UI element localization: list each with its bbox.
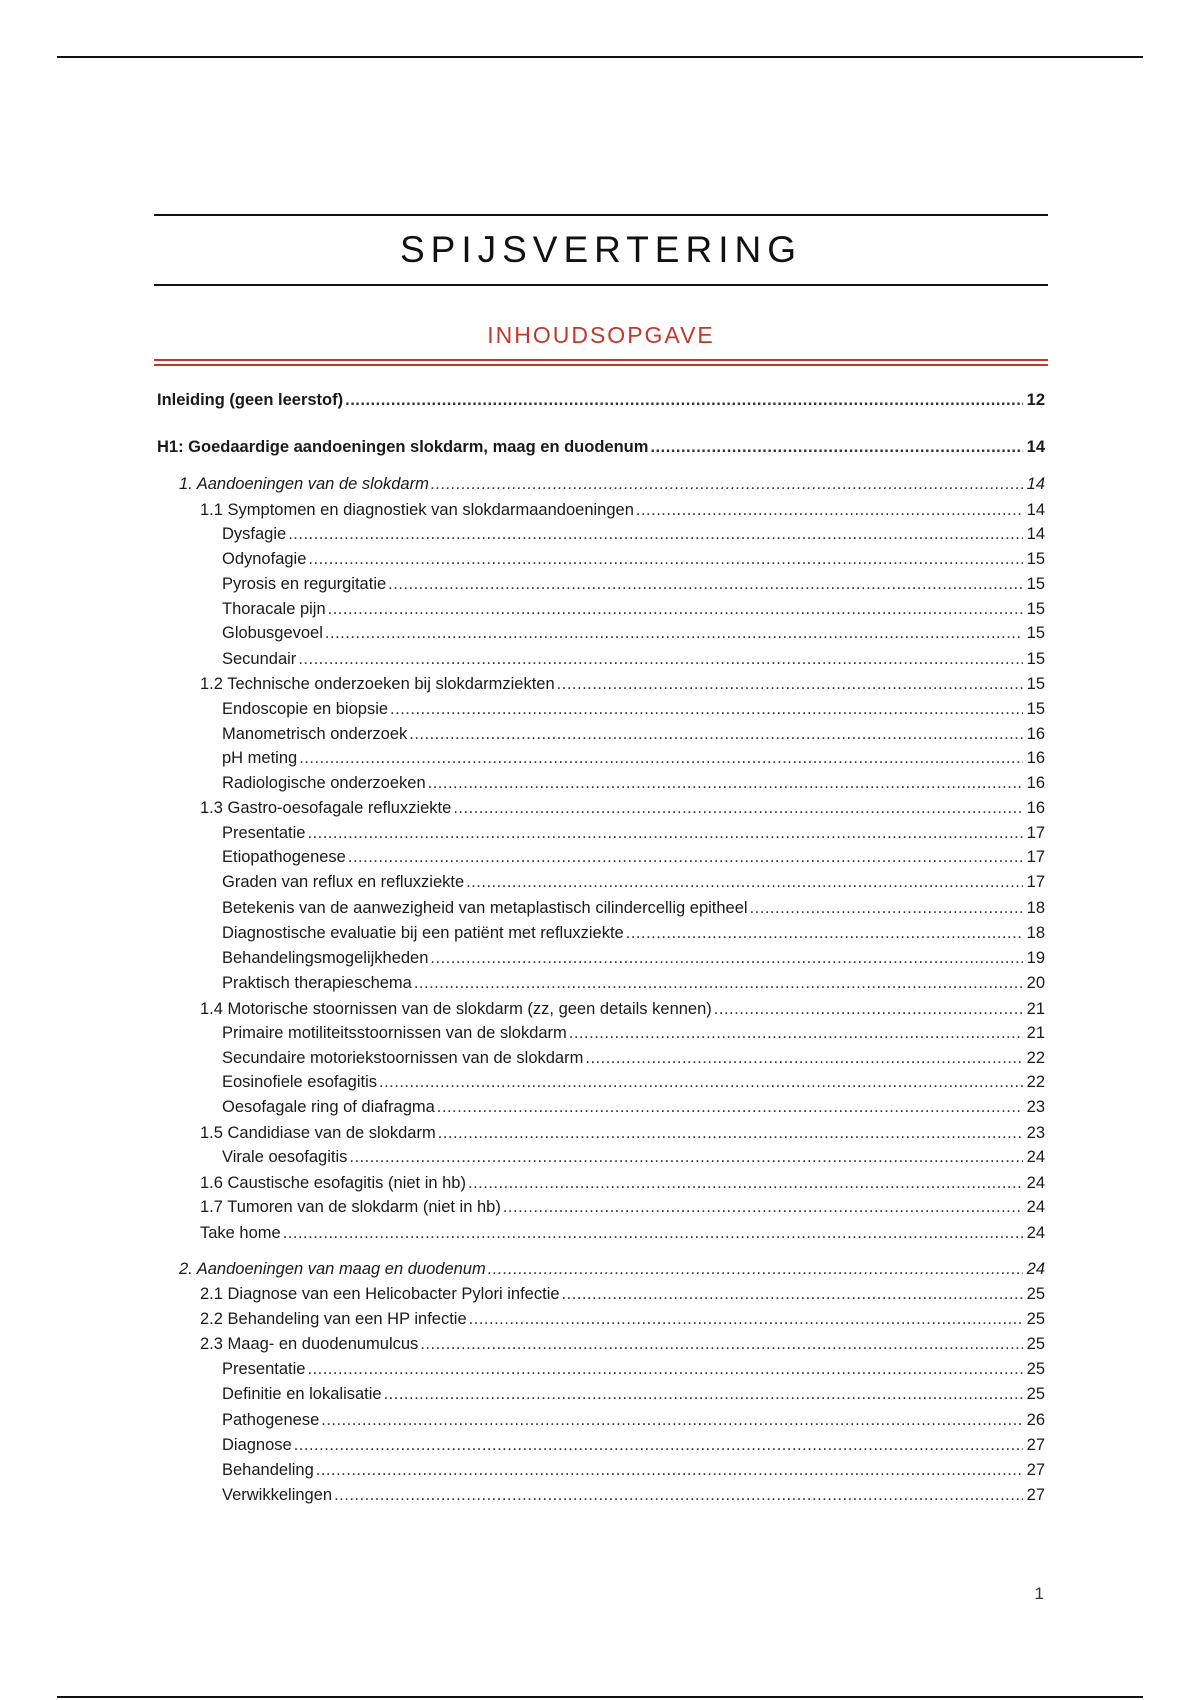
toc-entry-page: 24 <box>1026 1174 1045 1192</box>
toc-entry-label: Behandelingsmogelijkheden <box>222 949 429 967</box>
toc-entry-label: Endoscopie en biopsie <box>222 700 389 718</box>
toc-entry[interactable] <box>157 1146 1045 1168</box>
toc-entry-page: 26 <box>1026 1411 1045 1429</box>
toc-dot-leader <box>557 673 1023 695</box>
toc-entry-label: 1.5 Candidiase van de slokdarm <box>200 1124 436 1142</box>
toc-dot-leader <box>390 698 1023 720</box>
toc-entry-label: Pyrosis en regurgitatie <box>222 575 387 593</box>
toc-entry[interactable] <box>157 389 1045 411</box>
toc-dot-leader <box>288 523 1023 545</box>
toc-entry-page: 14 <box>1026 501 1045 519</box>
toc-entry-label: Take home <box>200 1224 281 1242</box>
toc-entry-page: 16 <box>1026 749 1045 767</box>
toc-entry-page: 27 <box>1026 1436 1045 1454</box>
toc-entry-label: Betekenis van de aanwezigheid van metaplastisch cilindercellig epitheel <box>222 899 748 917</box>
toc-entry[interactable] <box>157 499 1045 521</box>
toc-entry-label: Etiopathogenese <box>222 848 346 866</box>
toc-entry-page: 23 <box>1026 1098 1045 1116</box>
toc-entry[interactable] <box>157 473 1045 495</box>
toc-entry-label: Behandeling <box>222 1461 314 1479</box>
toc-entry-label: Praktisch therapieschema <box>222 974 412 992</box>
toc-entry-label: 1.3 Gastro-oesofagale refluxziekte <box>200 799 452 817</box>
toc-entry-page: 22 <box>1026 1073 1045 1091</box>
toc-entry-label: Secundaire motoriekstoornissen van de slokdarm <box>222 1049 584 1067</box>
toc-dot-leader <box>562 1283 1023 1305</box>
toc-entry-page: 21 <box>1026 1000 1045 1018</box>
toc-entry-page: 15 <box>1026 575 1045 593</box>
title-block <box>154 214 1048 286</box>
toc-entry[interactable] <box>157 1409 1045 1431</box>
toc-entry[interactable] <box>157 698 1045 720</box>
toc-entry-page: 25 <box>1026 1385 1045 1403</box>
toc-entry-label: 1.2 Technische onderzoeken bij slokdarmziekten <box>200 675 555 693</box>
toc-dot-leader <box>468 1172 1023 1194</box>
toc-entry[interactable] <box>157 747 1045 769</box>
toc-dot-leader <box>348 846 1023 868</box>
toc-entry-page: 15 <box>1026 650 1045 668</box>
toc-dot-leader <box>328 598 1023 620</box>
toc-entry-label: 2.2 Behandeling van een HP infectie <box>200 1310 467 1328</box>
toc-dot-leader <box>714 998 1023 1020</box>
toc-entry-label: Secundair <box>222 650 297 668</box>
toc-entry-page: 19 <box>1026 949 1045 967</box>
toc-dot-leader <box>349 1146 1023 1168</box>
toc-entry-page: 25 <box>1026 1335 1045 1353</box>
toc-entry-label: Graden van reflux en refluxziekte <box>222 873 465 891</box>
toc-entry[interactable] <box>157 1383 1045 1405</box>
toc-entry[interactable] <box>157 1222 1045 1244</box>
toc-entry-label: 1.4 Motorische stoornissen van de slokdarm (zz, geen details kennen) <box>200 1000 712 1018</box>
toc-entry[interactable] <box>157 1308 1045 1330</box>
toc-entry[interactable] <box>157 548 1045 570</box>
toc-dot-leader <box>334 1484 1023 1506</box>
toc-entry-label: Presentatie <box>222 1360 306 1378</box>
toc-entry-page: 17 <box>1026 824 1045 842</box>
toc-entry-label: 1.1 Symptomen en diagnostiek van slokdarmaandoeningen <box>200 501 634 519</box>
toc-entry-page: 25 <box>1026 1310 1045 1328</box>
toc-entry[interactable] <box>157 897 1045 919</box>
toc-dot-leader <box>321 1409 1023 1431</box>
toc-dot-leader <box>437 1096 1023 1118</box>
toc-entry-page: 17 <box>1026 848 1045 866</box>
toc-entry[interactable] <box>157 1096 1045 1118</box>
toc-dot-leader <box>569 1022 1023 1044</box>
toc-entry-label: 1.6 Caustische esofagitis (niet in hb) <box>200 1174 466 1192</box>
toc-dot-leader <box>325 622 1023 644</box>
toc-dot-leader <box>626 922 1023 944</box>
toc-entry[interactable] <box>157 972 1045 994</box>
toc-entry[interactable] <box>157 871 1045 893</box>
toc-dot-leader <box>316 1459 1023 1481</box>
toc-entry[interactable] <box>157 1484 1045 1506</box>
toc-entry[interactable] <box>157 822 1045 844</box>
toc-entry-page: 27 <box>1026 1461 1045 1479</box>
toc-entry-label: 2.1 Diagnose van een Helicobacter Pylori infectie <box>200 1285 560 1303</box>
toc-dot-leader <box>283 1222 1023 1244</box>
toc-dot-leader <box>503 1196 1023 1218</box>
toc-entry-page: 14 <box>1026 525 1045 543</box>
toc-entry-label: Verwikkelingen <box>222 1486 333 1504</box>
toc-entry-page: 20 <box>1026 974 1045 992</box>
toc-entry-label: Odynofagie <box>222 550 307 568</box>
toc-entry-label: Oesofagale ring of diafragma <box>222 1098 435 1116</box>
toc-entry-page: 27 <box>1026 1486 1045 1504</box>
toc-dot-leader <box>428 772 1023 794</box>
toc-entry-page: 23 <box>1026 1124 1045 1142</box>
toc-entry-page: 15 <box>1026 600 1045 618</box>
toc-dot-leader <box>409 723 1023 745</box>
toc-dot-leader <box>469 1308 1023 1330</box>
toc-dot-leader <box>420 1333 1023 1355</box>
toc-entry-page: 17 <box>1026 873 1045 891</box>
toc-dot-leader <box>750 897 1023 919</box>
toc-entry-label: 2. Aandoeningen van maag en duodenum <box>179 1260 486 1278</box>
toc-entry-label: Diagnose <box>222 1436 292 1454</box>
toc-entry-label: Virale oesofagitis <box>222 1148 348 1166</box>
toc-entry-page: 16 <box>1026 799 1045 817</box>
toc-entry[interactable] <box>157 1459 1045 1481</box>
toc-entry[interactable] <box>157 648 1045 670</box>
toc-entry[interactable] <box>157 797 1045 819</box>
toc-dot-leader <box>298 648 1023 670</box>
toc-entry-page: 15 <box>1026 624 1045 642</box>
toc-entry-label: H1: Goedaardige aandoeningen slokdarm, maag en duodenum <box>157 438 649 456</box>
toc-entry-label: Globusgevoel <box>222 624 323 642</box>
document-title: SPIJSVERTERING <box>399 229 802 270</box>
toc-entry-page: 18 <box>1026 899 1045 917</box>
toc-entry[interactable] <box>157 1172 1045 1194</box>
toc-entry-page: 15 <box>1026 700 1045 718</box>
toc-entry[interactable] <box>157 1122 1045 1144</box>
toc-entry[interactable] <box>157 436 1045 458</box>
toc-entry[interactable] <box>157 1434 1045 1456</box>
toc-dot-leader <box>431 473 1023 495</box>
toc-dot-leader <box>585 1047 1023 1069</box>
toc-dot-leader <box>307 822 1023 844</box>
toc-entry-page: 16 <box>1026 774 1045 792</box>
toc-dot-leader <box>453 797 1023 819</box>
toc-dot-leader <box>299 747 1023 769</box>
toc-entry-page: 18 <box>1026 924 1045 942</box>
toc-heading: INHOUDSOPGAVE <box>487 322 715 348</box>
toc-dot-leader <box>307 1358 1023 1380</box>
toc-entry-label: Inleiding (geen leerstof) <box>157 391 344 409</box>
toc-entry-page: 15 <box>1026 675 1045 693</box>
toc-entry-label: 1.7 Tumoren van de slokdarm (niet in hb) <box>200 1198 501 1216</box>
toc-entry-page: 15 <box>1026 550 1045 568</box>
toc-heading-rule <box>154 359 1048 361</box>
toc-dot-leader <box>308 548 1023 570</box>
toc-entry[interactable] <box>157 673 1045 695</box>
toc-entry-label: Manometrisch onderzoek <box>222 725 408 743</box>
toc-dot-leader <box>636 499 1023 521</box>
toc-entry-page: 25 <box>1026 1285 1045 1303</box>
toc-entry-label: Definitie en lokalisatie <box>222 1385 382 1403</box>
toc-heading-rule <box>154 364 1048 366</box>
toc-entry-page: 22 <box>1026 1049 1045 1067</box>
toc-entry-page: 16 <box>1026 725 1045 743</box>
toc-dot-leader <box>294 1434 1023 1456</box>
toc-entry[interactable] <box>157 598 1045 620</box>
toc-entry-page: 14 <box>1026 438 1045 456</box>
toc-dot-leader <box>345 389 1023 411</box>
toc-entry-label: Eosinofiele esofagitis <box>222 1073 378 1091</box>
toc-dot-leader <box>488 1258 1023 1280</box>
toc-dot-leader <box>438 1122 1023 1144</box>
toc-entry[interactable] <box>157 1196 1045 1218</box>
toc-entry-page: 21 <box>1026 1024 1045 1042</box>
toc-entry[interactable] <box>157 1071 1045 1093</box>
toc-entry-page: 24 <box>1026 1260 1045 1278</box>
toc-entry[interactable] <box>157 772 1045 794</box>
page-top-rule <box>57 56 1143 58</box>
toc-dot-leader <box>466 871 1023 893</box>
page-number: 1 <box>1034 1584 1044 1603</box>
toc-entry-label: Diagnostische evaluatie bij een patiënt met refluxziekte <box>222 924 624 942</box>
toc-dot-leader <box>379 1071 1023 1093</box>
toc-entry-label: Radiologische onderzoeken <box>222 774 426 792</box>
toc-entry[interactable] <box>157 1358 1045 1380</box>
toc-entry[interactable] <box>157 998 1045 1020</box>
toc-entry-label: Presentatie <box>222 824 306 842</box>
toc-entry[interactable] <box>157 523 1045 545</box>
toc-entry-label: 2.3 Maag- en duodenumulcus <box>200 1335 419 1353</box>
toc-entry-label: Thoracale pijn <box>222 600 326 618</box>
toc-entry[interactable] <box>157 573 1045 595</box>
toc-entry[interactable] <box>157 1022 1045 1044</box>
page-bottom-rule <box>57 1696 1143 1698</box>
toc-entry-label: Pathogenese <box>222 1411 320 1429</box>
toc-entry-page: 24 <box>1026 1198 1045 1216</box>
toc-entry[interactable] <box>157 1047 1045 1069</box>
toc-entry-page: 25 <box>1026 1360 1045 1378</box>
toc-entry-page: 24 <box>1026 1148 1045 1166</box>
toc-entry[interactable] <box>157 1258 1045 1280</box>
toc-entry-label: pH meting <box>222 749 298 767</box>
toc-entry-page: 14 <box>1026 475 1045 493</box>
toc-entry-label: Dysfagie <box>222 525 287 543</box>
toc-entry-page: 24 <box>1026 1224 1045 1242</box>
toc-dot-leader <box>430 947 1023 969</box>
toc-dot-leader <box>650 436 1023 458</box>
toc-entry-label: 1. Aandoeningen van de slokdarm <box>179 475 429 493</box>
toc-entry-label: Primaire motiliteitsstoornissen van de slokdarm <box>222 1024 567 1042</box>
toc-entry[interactable] <box>157 922 1045 944</box>
toc-entry-page: 12 <box>1026 391 1045 409</box>
toc-entry[interactable] <box>157 622 1045 644</box>
toc-entry[interactable] <box>157 723 1045 745</box>
toc-entry[interactable] <box>157 846 1045 868</box>
toc-entry[interactable] <box>157 1333 1045 1355</box>
toc-dot-leader <box>384 1383 1023 1405</box>
toc-dot-leader <box>388 573 1023 595</box>
toc-entry[interactable] <box>157 1283 1045 1305</box>
toc-dot-leader <box>414 972 1023 994</box>
toc-entry[interactable] <box>157 947 1045 969</box>
